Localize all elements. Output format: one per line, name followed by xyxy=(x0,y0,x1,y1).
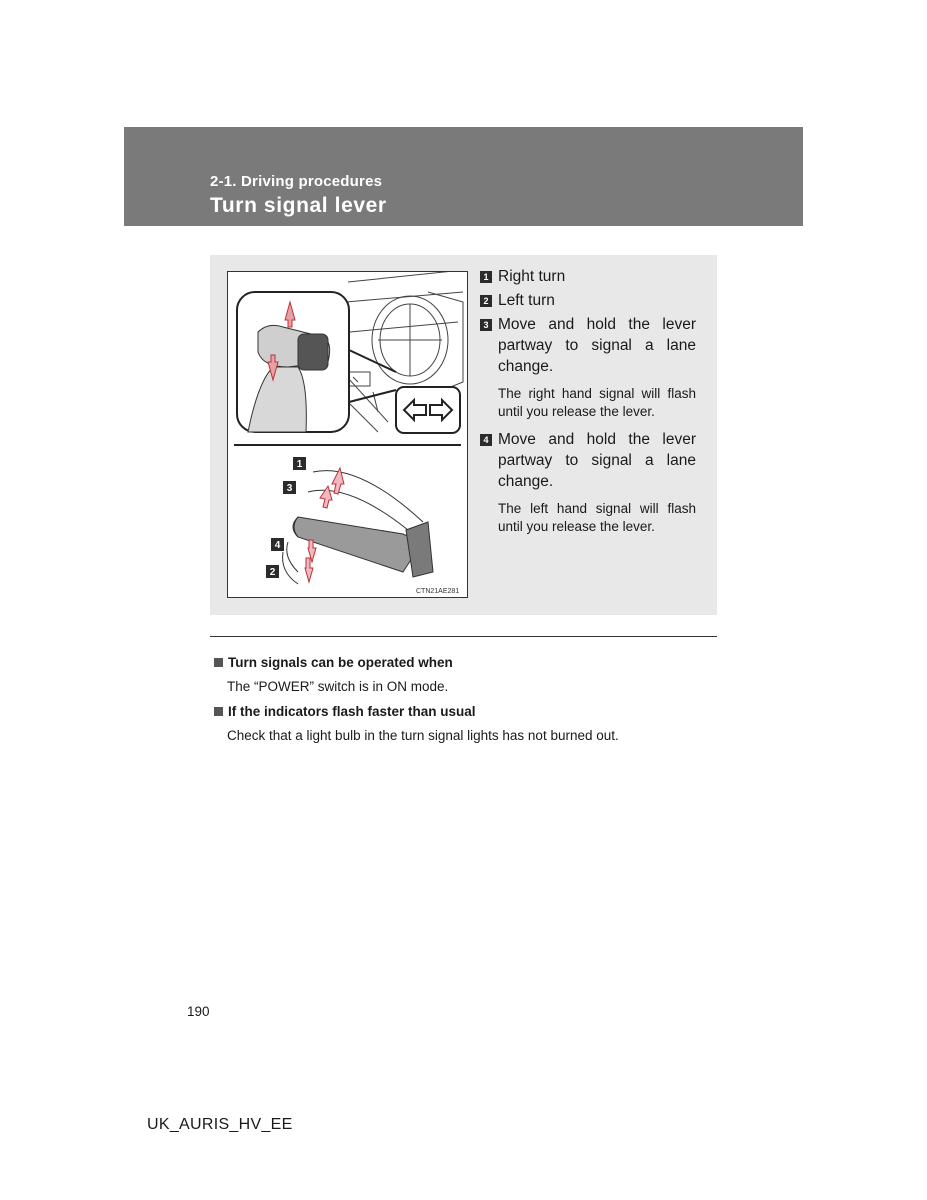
step-3-text: Move and hold the lever partway to signal a lane change. xyxy=(498,316,696,375)
step-4-note: The left hand signal will flash until you release the lever. xyxy=(498,501,696,534)
page-number: 190 xyxy=(187,1004,210,1019)
callout-1 xyxy=(293,457,306,470)
callout-3 xyxy=(283,481,296,494)
illustration-code: CTN21AE281 xyxy=(416,588,460,595)
arrow-lane-right-icon xyxy=(320,486,332,508)
document-code: UK_AURIS_HV_EE xyxy=(147,1116,293,1133)
note-1-title: Turn signals can be operated when xyxy=(228,655,453,670)
step-2-number: 2 xyxy=(480,295,492,307)
indicator-inset-frame xyxy=(396,387,460,433)
step-1-number: 1 xyxy=(480,271,492,283)
callout-3-label: 3 xyxy=(286,483,293,494)
steps-list xyxy=(480,266,696,536)
callout-1-label: 1 xyxy=(296,459,303,470)
callout-4 xyxy=(271,538,284,551)
step-2-text: Left turn xyxy=(498,292,555,309)
step-2 xyxy=(480,290,696,311)
note-1-body: The “POWER” switch is in ON mode. xyxy=(227,679,449,694)
step-4 xyxy=(480,429,696,492)
step-1-text: Right turn xyxy=(498,268,566,285)
step-3-number: 3 xyxy=(480,319,492,331)
note-fast-flashing xyxy=(214,703,734,744)
note-operation-condition xyxy=(214,654,734,695)
note-2-body: Check that a light bulb in the turn signal lights has not burned out. xyxy=(227,728,619,743)
step-3-note: The right hand signal will flash until you release the lever. xyxy=(498,386,696,419)
note-2-title: If the indicators flash faster than usual xyxy=(228,704,476,719)
step-4-number: 4 xyxy=(480,434,492,446)
turn-signal-lever-drawing xyxy=(228,272,467,597)
section-divider xyxy=(210,636,717,637)
step-1 xyxy=(480,266,696,287)
callout-2-label: 2 xyxy=(269,567,276,578)
step-4-text: Move and hold the lever partway to signal a lane change. xyxy=(498,431,696,490)
bullet-square-icon xyxy=(214,658,223,667)
step-3 xyxy=(480,314,696,377)
turn-signal-illustration xyxy=(227,271,468,598)
callout-2 xyxy=(266,565,279,578)
callout-4-label: 4 xyxy=(274,540,281,551)
bullet-square-icon xyxy=(214,707,223,716)
section-label: 2-1. Driving procedures xyxy=(210,173,383,190)
lever-diagram xyxy=(293,517,433,577)
page-title: Turn signal lever xyxy=(210,194,387,217)
